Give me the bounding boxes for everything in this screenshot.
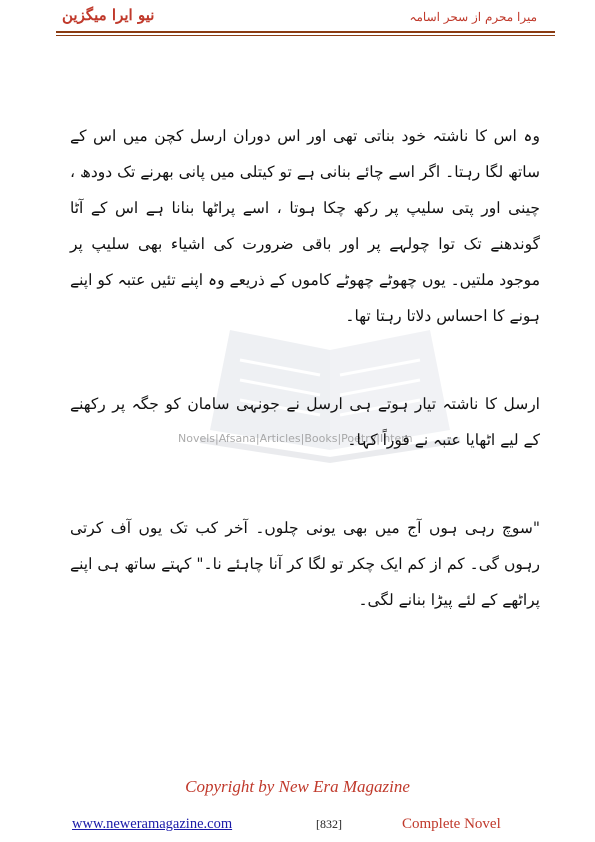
page-header [0,0,595,36]
header-rule-thin [56,35,555,36]
paragraph: وہ اس کا ناشتہ خود بناتی تھی اور اس دوران ارسل کچن میں اس کے ساتھ لگا رہتا۔ اگر اسے چائے بنانی ہے تو کیتلی میں پانی بھرنے تک دودھ ، چینی اور پتی سلیپ پر رکھ چکا ہوتا ، اسے پراٹھا بنانا ہے اس کے آٹا گوندھنے تک توا چولہے پر اور باقی ضرورت کی اشیاء بھی سلیپ پر موجود ملتیں۔ یوں چھوٹے چھوٹے کاموں کے ذریعے وہ اپنے تئیں عتبہ کو اپنے ہونے کا احساس دلاتا رہتا تھا۔ [70,127,540,325]
website-link[interactable]: www.neweramagazine.com [72,816,233,832]
page-number: [832] [316,817,342,831]
watermark-text: Novels|Afsana|Articles|Books|Poetry|Intern [178,432,413,445]
paragraph: ارسل کا ناشتہ تیار ہوتے ہی ارسل نے جونہی سامان کو جگہ پر رکھنے کے لیے اٹھایا عتبہ نے فوراً کہا۔ [70,395,540,449]
magazine-name: نیو ایرا میگزین [62,6,155,24]
page-content [70,118,540,670]
header-rule [56,31,555,33]
copyright-notice: Copyright by New Era Magazine [185,777,410,796]
paragraph: "سوچ رہی ہوں آج میں بھی یونی چلوں۔ آخر کب تک یوں آف کرتی رہوں گی۔ کم از کم ایک چکر تو لگا کر آنا چاہئے نا۔" کہتے ساتھ ہی اپنے پراٹھے کے لئے پیڑا بنانے لگی۔ [70,519,540,609]
page-footer [0,816,595,836]
novel-title: میرا محرم از سحر اسامہ [409,10,537,24]
footer-label: Complete Novel [402,816,501,832]
